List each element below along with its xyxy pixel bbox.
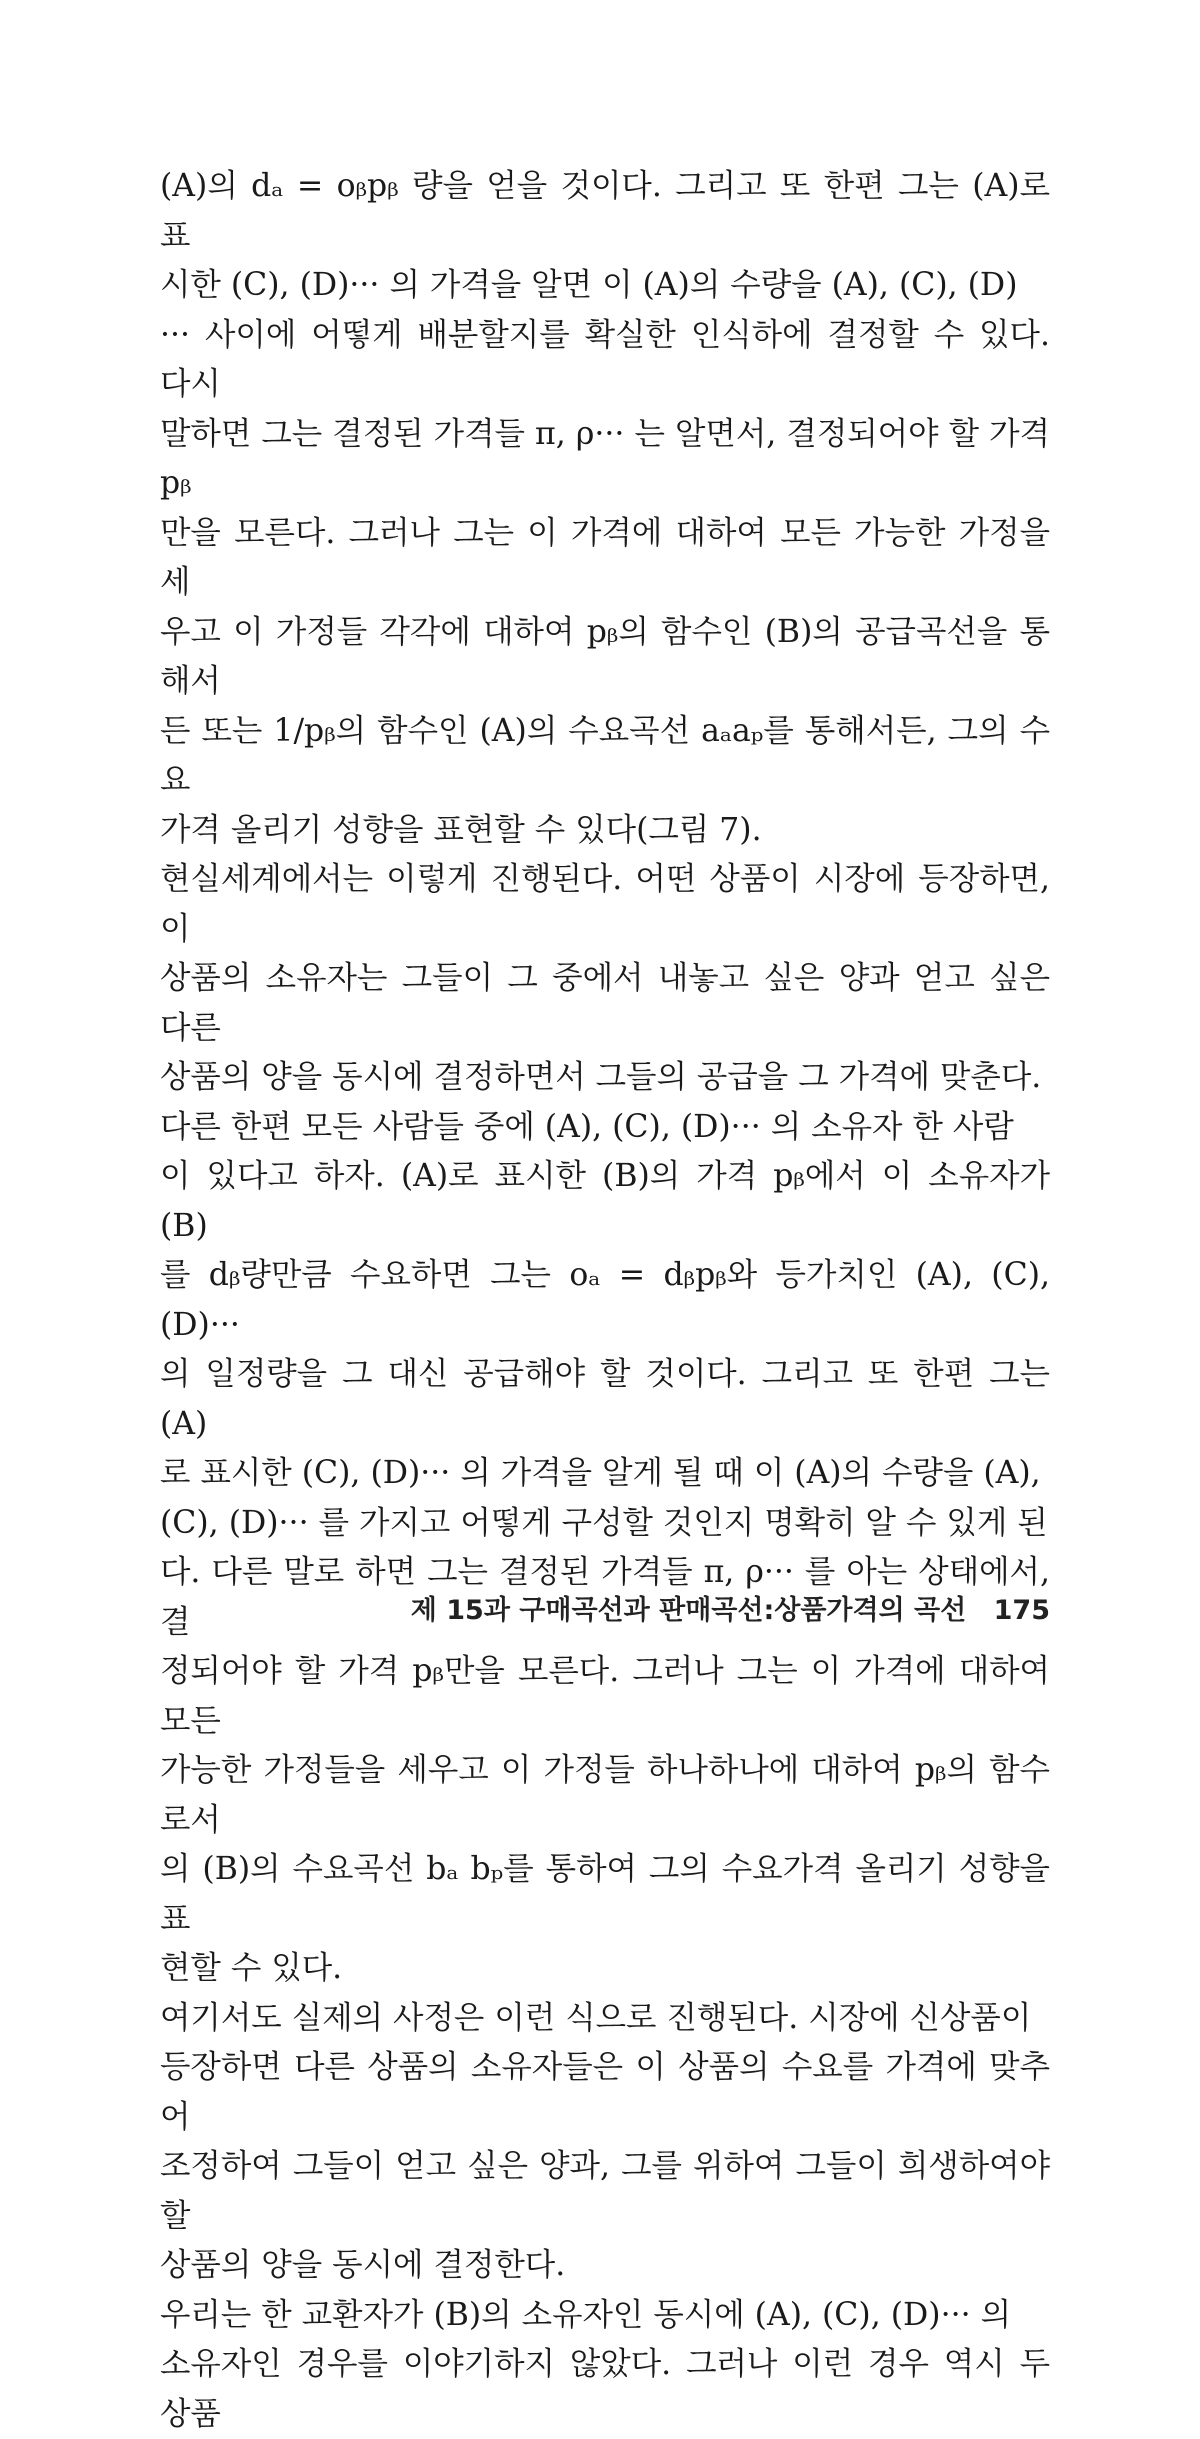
page-number: 175 [994, 1595, 1050, 1626]
paragraph-3: 다른 한편 모든 사람들 중에 (A), (C), (D)··· 의 소유자 한 사람 이 있다고 하자. (A)로 표시한 (B)의 가격 pᵦ에서 이 소유자가 (B) 를 dᵦ량만큼 수요하면 그는 oₐ = dᵦpᵦ와 등가치인 (A), (C), (D)··· 의 일정량을 그 대신 공급해야 할 것이다. 그리고 또 한편 그는 (A) 로 표시한 (C), (D)··· 의 가격을 알게 될 때 이 (A)의 수량을 (A), (C), (D)··· 를 가지고 어떻게 구성할 것인지 명확히 알 수 있게 된 다. 다른 말로 하면 그는 결정된 가격들 π, ρ··· 를 아는 상태에서, 결 정되어야 할 가격 pᵦ만을 모른다. 그러나 그는 이 가격에 대하여 모든 가능한 가정들을 세우고 이 가정들 하나하나에 대하여 pᵦ의 함수로서 의 (B)의 수요곡선 bₐ bₚ를 통하여 그의 수요가격 올리기 성향을 표 현할 수 있다. [160, 1103, 1050, 1994]
paragraph-4: 여기서도 실제의 사정은 이런 식으로 진행된다. 시장에 신상품이 등장하면 다른 상품의 소유자들은 이 상품의 수요를 가격에 맞추어 조정하여 그들이 얻고 싶은 양과, 그를 위하여 그들이 희생하여야 할 상품의 양을 동시에 결정한다. [160, 1994, 1050, 2291]
running-head: 제 15과 구매곡선과 판매곡선:상품가격의 곡선 [411, 1595, 966, 1626]
page-footer [160, 1588, 1050, 1627]
paragraph-2: 현실세계에서는 이렇게 진행된다. 어떤 상품이 시장에 등장하면, 이 상품의 소유자는 그들이 그 중에서 내놓고 싶은 양과 얻고 싶은 다른 상품의 양을 동시에 결정하면서 그들의 공급을 그 가격에 맞춘다. [160, 855, 1050, 1103]
paragraph-5: 우리는 한 교환자가 (B)의 소유자인 동시에 (A), (C), (D)··· 의 소유자인 경우를 이야기하지 않았다. 그러나 이런 경우 역시 두 상품 [160, 2291, 1050, 2439]
paragraph-1: (A)의 dₐ = oᵦpᵦ 량을 얻을 것이다. 그리고 또 한편 그는 (A)로 표 시한 (C), (D)··· 의 가격을 알면 이 (A)의 수량을 (A), (C), (D) ··· 사이에 어떻게 배분할지를 확실한 인식하에 결정할 수 있다. 다시 말하면 그는 결정된 가격들 π, ρ··· 는 알면서, 결정되어야 할 가격 pᵦ 만을 모른다. 그러나 그는 이 가격에 대하여 모든 가능한 가정을 세 우고 이 가정들 각각에 대하여 pᵦ의 함수인 (B)의 공급곡선을 통해서 든 또는 1/pᵦ의 함수인 (A)의 수요곡선 aₐaₚ를 통해서든, 그의 수요 가격 올리기 성향을 표현할 수 있다(그림 7). [160, 162, 1050, 855]
body-text [160, 162, 1050, 2439]
